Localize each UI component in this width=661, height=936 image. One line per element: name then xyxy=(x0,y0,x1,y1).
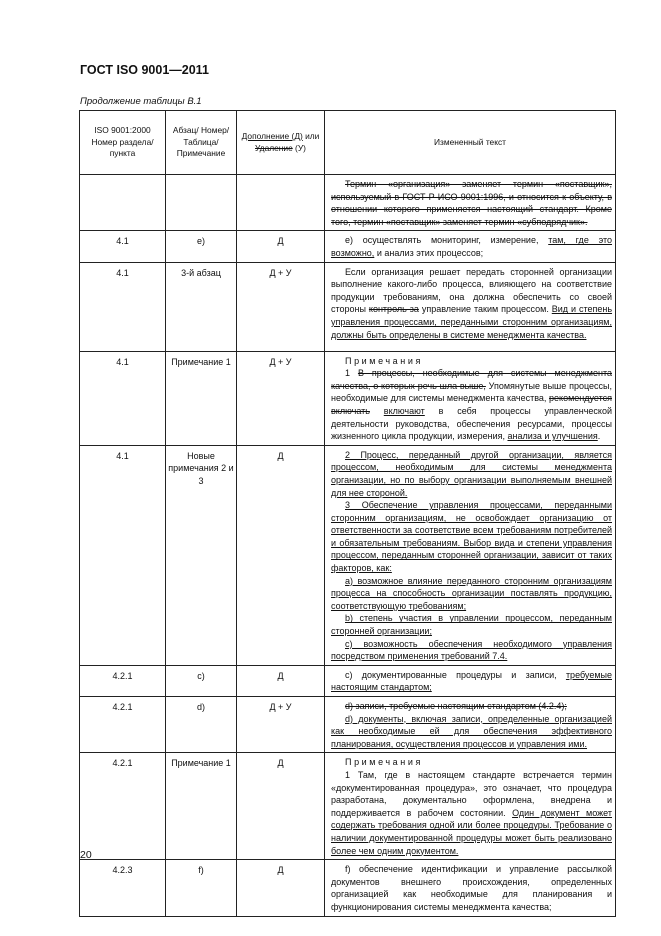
header-paragraph: Абзац/ Номер/ Таблица/ Примечание xyxy=(166,111,237,175)
cell-text: Термин «организация» заменяет термин «поставщик», используемый в ГОСТ Р ИСО 9001:1996, и относится к объекту, в отношении которого применяется настоящий стандарт. Кроме того, термин «поставщик» заменяет термин «субподрядчик». xyxy=(325,175,616,231)
cell-clause: 4.2.1 xyxy=(80,697,166,753)
cell-text: 2 Процесс, переданный другой организации, является процессом, необходимым для системы менеджмента организации, но по выбору организации выполняемым внешней для нее стороной. 3 Обеспечение управления процессами, переданными сторонним организациям, не освобождает организацию от ответственности за соответствие всем требованиям потребителей и обязательным требованиям. Выбор вида и степени управления процессом, переданным сторонней организации, зависит от таких факторов, как: а) возможное влияние переданного сторонним организациям процесса на способность организации поставлять продукцию, соответствующую требованиям; b) степень участия в управлении процессом, переданным сторонней организации; с) возможность обеспечения необходимого управления посредством применения требований 7.4. xyxy=(325,445,616,665)
cell-paragraph: Примечание 1 xyxy=(166,351,237,445)
cell-clause: 4.2.1 xyxy=(80,753,166,860)
cell-paragraph: с) xyxy=(166,665,237,696)
cell-paragraph: Примечание 1 xyxy=(166,753,237,860)
cell-change: Д xyxy=(237,445,325,665)
cell-paragraph: d) xyxy=(166,697,237,753)
changes-table xyxy=(79,110,616,917)
table-row xyxy=(80,231,616,262)
cell-clause: 4.2.1 xyxy=(80,665,166,696)
cell-paragraph xyxy=(166,175,237,231)
cell-change: Д + У xyxy=(237,262,325,351)
table-row xyxy=(80,860,616,917)
cell-clause: 4.2.3 xyxy=(80,860,166,917)
cell-paragraph: е) xyxy=(166,231,237,262)
page-number: 20 xyxy=(80,849,92,861)
cell-change: Д + У xyxy=(237,697,325,753)
table-row xyxy=(80,351,616,445)
cell-paragraph: 3-й абзац xyxy=(166,262,237,351)
table-caption: Продолжение таблицы В.1 xyxy=(80,96,202,107)
cell-change: Д xyxy=(237,860,325,917)
cell-clause: 4.1 xyxy=(80,445,166,665)
table-row xyxy=(80,697,616,753)
cell-clause: 4.1 xyxy=(80,351,166,445)
cell-text: Примечания 1 Там, где в настоящем стандарте встречается термин «документированная процедура», это означает, что процедура разработана, документально оформлена, внедрена и поддерживается в рабочем состоянии. Один документ может содержать требования одной или более процедуры. Требование о наличии документированной процедуры может быть реализовано более чем одним документом. xyxy=(325,753,616,860)
cell-text: Если организация решает передать сторонней организации выполнение какого-либо процесса, влияющего на соответствие продукции требованиям, она должна обеспечить со своей стороны контроль за управление таким процессом. Вид и степень управления процессами, переданными сторонним организациям, должны быть определены в системе менеджмента качества. xyxy=(325,262,616,351)
notes-heading: Примечания xyxy=(345,355,423,366)
table-row xyxy=(80,753,616,860)
cell-text: с) документированные процедуры и записи, требуемые настоящим стандартом; xyxy=(325,665,616,696)
document-code: ГОСТ ISO 9001—2011 xyxy=(80,63,209,77)
notes-heading: Примечания xyxy=(345,757,423,768)
cell-change xyxy=(237,175,325,231)
cell-text: Примечания 1 В процессы, необходимые для системы менеджмента качества, о которых речь шла выше, Упомянутые выше процессы, необходимые для системы менеджмента качества, рекомендуется включать включают в себя процессы управленческой деятельности руководства, обеспечения ресурсами, процессы жизненного цикла продукции, измерения, анализа и улучшения. xyxy=(325,351,616,445)
cell-paragraph: Новые примечания 2 и 3 xyxy=(166,445,237,665)
header-clause-number: ISO 9001:2000 Номер раздела/ пункта xyxy=(80,111,166,175)
cell-clause: 4.1 xyxy=(80,231,166,262)
cell-text: d) записи, требуемые настоящим стандартом (4.2.4); d) документы, включая записи, определенные организацией как необходимые ей для обеспечения эффективного планирования, осуществления процессов и управления ими. xyxy=(325,697,616,753)
cell-change: Д xyxy=(237,231,325,262)
cell-clause: 4.1 xyxy=(80,262,166,351)
table-row xyxy=(80,665,616,696)
cell-change: Д xyxy=(237,665,325,696)
table-row xyxy=(80,262,616,351)
cell-change: Д xyxy=(237,753,325,860)
table-header-row xyxy=(80,111,616,175)
cell-clause xyxy=(80,175,166,231)
header-changed-text: Измененный текст xyxy=(325,111,616,175)
cell-change: Д + У xyxy=(237,351,325,445)
header-change-type: Дополнение (Д) или Удаление (У) xyxy=(237,111,325,175)
table-row xyxy=(80,175,616,231)
cell-text: е) осуществлять мониторинг, измерение, там, где это возможно, и анализ этих процессов; xyxy=(325,231,616,262)
cell-text: f) обеспечение идентификации и управление рассылкой документов внешнего происхождения, определенных организацией как необходимые для планирования и функционирования системы менеджмента качества; xyxy=(325,860,616,917)
cell-paragraph: f) xyxy=(166,860,237,917)
table-row xyxy=(80,445,616,665)
